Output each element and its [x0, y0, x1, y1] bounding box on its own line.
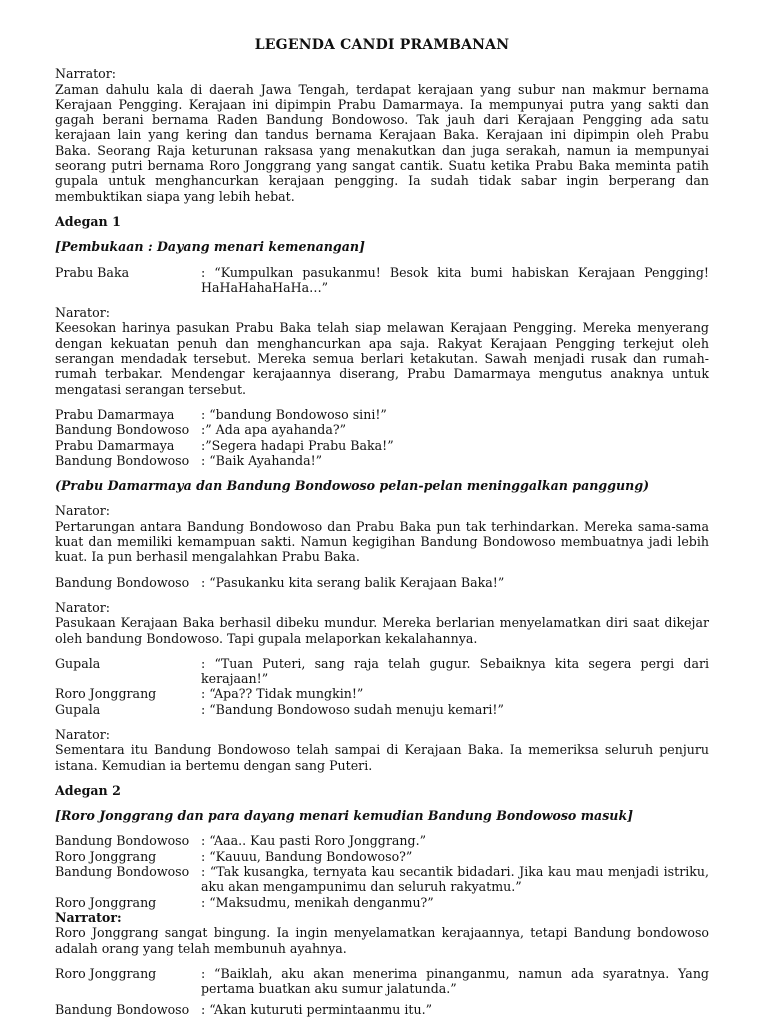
intro-narration: [55, 66, 709, 204]
dialogue-line: :” Ada apa ayahanda?”: [201, 422, 347, 438]
narrator-label: Narator:: [55, 503, 110, 519]
narrator-label: Narrator:: [55, 66, 116, 82]
dialogue-row: [55, 686, 709, 701]
narration-text: Keesokan harinya pasukan Prabu Baka telah siap melawan Kerajaan Pengging. Mereka menyerang dengan kekuatan penuh dan menghancurkan apa saja. Rakyat Kerajaan Pengging terkejut oleh serangan mendadak tersebut. Mereka semua berlari ketakutan. Sawah menjadi rusak dan rumah-rumah terbakar. Mendengar kerajaannya diserang, Prabu Damarmaya mengutus anaknya untuk mengatasi serangan tersebut.: [55, 320, 709, 397]
scene-heading: Adegan 2: [55, 782, 121, 798]
dialogue-row: [55, 453, 709, 468]
dialogue-block: [55, 407, 709, 468]
dialogue-row: [55, 265, 709, 296]
dialogue-row: [55, 966, 709, 997]
dialogue-block: [55, 833, 709, 909]
dialogue-line: : “Maksudmu, menikah denganmu?”: [201, 894, 434, 910]
stage-direction: [Roro Jonggrang dan para dayang menari kemudian Bandung Bondowoso masuk]: [55, 808, 634, 824]
narrator-label: Narator:: [55, 305, 110, 321]
speaker-name: Bandung Bondowoso: [55, 422, 190, 438]
speaker-name: Roro Jonggrang: [55, 686, 157, 702]
dialogue-line: : “Baik Ayahanda!”: [201, 452, 323, 468]
narration-text: Roro Jonggrang sangat bingung. Ia ingin menyelamatkan kerajaannya, tetapi Bandung bondowoso adalah orang yang telah membunuh ayahnya.: [55, 925, 709, 956]
dialogue-line: : “Kumpulkan pasukanmu! Besok kita bumi habiskan Kerajaan Pengging! HaHaHahaHaHa…”: [201, 264, 709, 295]
narrator-label: Narator:: [55, 599, 110, 615]
dialogue-line: :”Segera hadapi Prabu Baka!”: [201, 437, 394, 453]
dialogue-row: [55, 1002, 709, 1017]
narration-block: [55, 910, 709, 956]
narration-block: [55, 600, 709, 646]
document-title: LEGENDA CANDI PRAMBANAN: [254, 37, 510, 53]
dialogue-row: [55, 849, 709, 864]
dialogue-row: [55, 422, 709, 437]
narrator-label: Narrator:: [55, 909, 122, 925]
dialogue-line: : “Tuan Puteri, sang raja telah gugur. Sebaiknya kita segera pergi dari kerajaan!”: [201, 655, 709, 687]
dialogue-row: [55, 438, 709, 453]
dialogue-block: [55, 575, 709, 590]
dialogue-line: : “Pasukanku kita serang balik Kerajaan Baka!”: [201, 574, 505, 590]
narration-block: [55, 305, 709, 397]
dialogue-line: : “Aaa.. Kau pasti Roro Jonggrang.”: [201, 833, 427, 849]
speaker-name: Prabu Baka: [55, 264, 130, 280]
speaker-name: Bandung Bondowoso: [55, 833, 190, 849]
narration-text: Pertarungan antara Bandung Bondowoso dan Prabu Baka pun tak terhindarkan. Mereka sama-sama kuat dan memiliki kemampuan sakti. Namun kegigihan Bandung Bondowoso membuatnya jadi lebih kuat. Ia pun berhasil mengalahkan Prabu Baka.: [55, 518, 709, 565]
narration-text: Sementara itu Bandung Bondowoso telah sampai di Kerajaan Baka. Ia memeriksa seluruh penjuru istana. Kemudian ia bertemu dengan sang Puteri.: [55, 742, 709, 773]
stage-direction: [Pembukaan : Dayang menari kemenangan]: [55, 239, 366, 255]
dialogue-block: [55, 265, 709, 296]
speaker-name: Bandung Bondowoso: [55, 1002, 190, 1018]
dialogue-row: [55, 864, 709, 895]
dialogue-row: [55, 702, 709, 717]
dialogue-line: : “Apa?? Tidak mungkin!”: [201, 686, 364, 702]
narrator-label: Narator:: [55, 726, 110, 742]
speaker-name: Bandung Bondowoso: [55, 864, 190, 880]
speaker-name: Roro Jonggrang: [55, 894, 157, 910]
speaker-name: Gupala: [55, 655, 101, 671]
dialogue-row: [55, 895, 709, 910]
speaker-name: Bandung Bondowoso: [55, 452, 190, 468]
dialogue-row: [55, 833, 709, 848]
speaker-name: Gupala: [55, 701, 101, 717]
narration-block: [55, 503, 709, 564]
dialogue-block: [55, 656, 709, 717]
dialogue-line: : “Tak kusangka, ternyata kau secantik bidadari. Jika kau mau menjadi istriku, aku akan mengampunimu dan seluruh rakyatmu.”: [201, 864, 709, 895]
narration-text: Pasukaan Kerajaan Baka berhasil dibeku mundur. Mereka berlarian menyelamatkan diri saat dikejar oleh bandung Bondowoso. Tapi gupala melaporkan kekalahannya.: [55, 615, 709, 646]
speaker-name: Roro Jonggrang: [55, 965, 157, 981]
dialogue-line: : “bandung Bondowoso sini!”: [201, 406, 387, 422]
speaker-name: Roro Jonggrang: [55, 848, 157, 864]
dialogue-line: : “Akan kuturuti permintaanmu itu.”: [201, 1002, 433, 1018]
dialogue-row: [55, 407, 709, 422]
dialogue-block: [55, 966, 709, 1018]
scene-heading: Adegan 1: [55, 213, 121, 229]
dialogue-row: [55, 575, 709, 590]
dialogue-line: : “Bandung Bondowoso sudah menuju kemari!”: [201, 701, 504, 717]
speaker-name: Bandung Bondowoso: [55, 574, 190, 590]
speaker-name: Prabu Damarmaya: [55, 437, 175, 453]
dialogue-row: [55, 656, 709, 687]
dialogue-line: : “Baiklah, aku akan menerima pinanganmu, namun ada syaratnya. Yang pertama buatkan aku sumur jalatunda.”: [201, 965, 709, 997]
speaker-name: Prabu Damarmaya: [55, 406, 175, 422]
dialogue-line: : “Kauuu, Bandung Bondowoso?”: [201, 848, 413, 864]
narration-text: Zaman dahulu kala di daerah Jawa Tengah, terdapat kerajaan yang subur nan makmur bernama Kerajaan Pengging. Kerajaan ini dipimpin Prabu Damarmaya. Ia mempunyai putra yang sakti dan gagah berani bernama Raden Bandung Bondowoso. Tak jauh dari Kerajaan Pengging ada satu kerajaan lain yang kering dan tandus bernama Kerajaan Baka. Kerajaan ini dipimpin oleh Prabu Baka. Seorang Raja keturunan raksasa yang menakutkan dan juga serakah, namun ia mempunyai seorang putri bernama Roro Jonggrang yang sangat cantik. Suatu ketika Prabu Baka meminta patih gupala untuk menghancurkan kerajaan pengging. Ia sudah tidak sabar ingin berperang dan membuktikan siapa yang lebih hebat.: [55, 81, 709, 204]
narration-block: [55, 727, 709, 773]
stage-direction: (Prabu Damarmaya dan Bandung Bondowoso pelan-pelan meninggalkan panggung): [55, 478, 650, 494]
